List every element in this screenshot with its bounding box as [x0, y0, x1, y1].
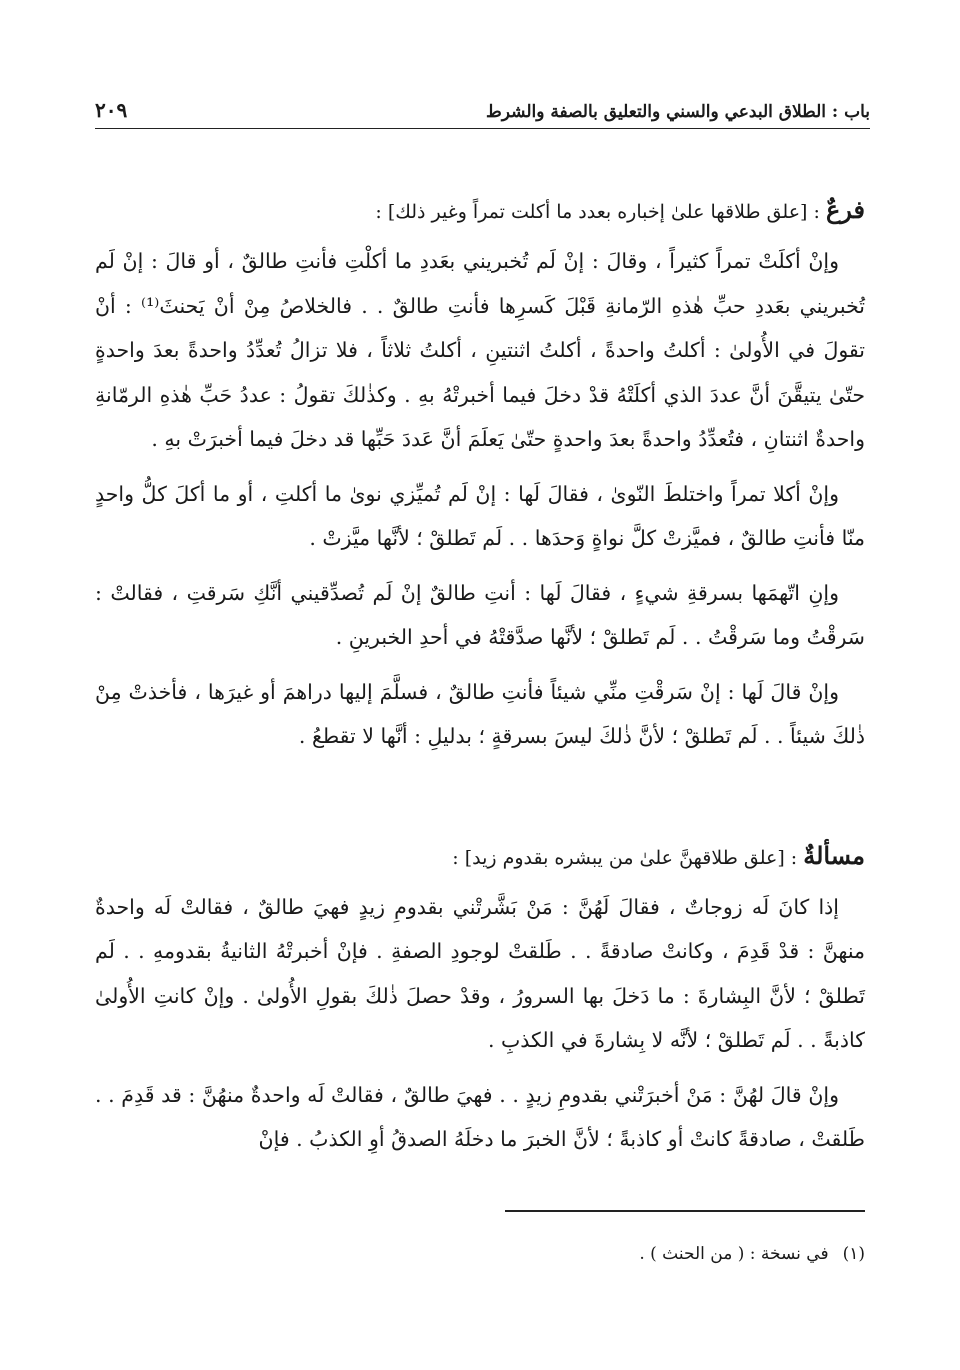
footnote-text: في نسخة : ( من الحنث ) .: [639, 1244, 829, 1264]
paragraph: وإنْ أكلا تمراً واختلطَ النّوىٰ ، فقالَ لَها : إنْ لَم تُميِّزي نوىٰ ما أكلتِ ، أو ما أكلَ كلُّ واحدٍ منّا فأنتِ طالقٌ ، فميَّزتْ كلَّ نواةٍ وَحدَها . . لَم تَطلقْ ؛ لأنَّها ميَّزتْ .: [95, 481, 865, 550]
section-heading: [95, 831, 865, 883]
heading-subtitle: : [علق طلاقهنَّ علىٰ من يبشره بقدوم زيد] :: [452, 846, 804, 869]
header-title: باب : الطلاق البدعي والسني والتعليق بالصفة والشرط: [486, 102, 870, 122]
section-heading: [95, 185, 865, 237]
footnote-number: (١): [842, 1244, 865, 1264]
main-text: [95, 185, 865, 1172]
paragraph: وإنْ قالَ لهُنَّ : مَنْ أخبرَتْني بقدومِ زيدٍ . . فهيَ طالقٌ ، فقالتْ لَه واحدةٌ منهُنَّ : قد قَدِمَ . . طَلقتْ ، صادقةً كانتْ أو كاذبةً ؛ لأنَّ الخبرَ ما دخلَهُ الصدقُ أوِ الكذبُ . فإنْ: [95, 1082, 865, 1151]
footnote: [95, 1240, 865, 1268]
page-number: ٢٠٩: [95, 98, 128, 122]
paragraph: وإنْ أكلَتْ تمراً كثيراً ، وقالَ : إنْ لَم تُخبريني بعَددِ ما أكلْتِ فأنتِ طالقٌ ، أو قالَ : إنْ لَم تُخبريني بعَددِ حبِّ هٰذهِ الرّمانةِ قَبْلَ كَسرِها فأنتِ طالقٌ . . فالخلاصُ مِنْ أنْ يَحنثَ⁽¹⁾ : أنْ تقولَ في الأُولىٰ : أكلتُ واحدةً ، أكلتُ اثنتينِ ، أكلتُ ثلاثاً ، فلا تزالُ تُعدِّدُ واحدةً بعدَ واحدةٍ حتّىٰ يتيقَّنَ أنَّ عددَ الذي أكلَتْهُ قدْ دخلَ فيما أخبرتْهُ بهِ . وكذٰلكَ تقولُ : عددُ حَبِّ هٰذهِ الرمّانةِ واحدةٌ اثنتانِ ، فتُعدِّدُ واحدةً بعدَ واحدةٍ حتّىٰ يَعلَمَ أنَّ عَددَ حَبِّها قد دخلَ فيما أخبرَتْ بهِ .: [95, 249, 866, 451]
heading-keyword: فرعٌ: [825, 195, 865, 224]
paragraph: وإنْ قالَ لَها : إنْ سَرقْتِ منِّي شيئاً فأنتِ طالقٌ ، فسلَّمَ إليها دراهمَ أو غيرَها ، فأخذتْ مِنْ ذٰلكَ شيئاً . . لَم تَطلقْ ؛ لأنَّ ذٰلكَ ليسَ بسرقةٍ ؛ بدليلِ : أنَّها لا تقطعُ .: [95, 679, 865, 748]
paragraph: وإنِ اتّهمَها بسرقةِ شيءٍ ، فقالَ لَها : أنتِ طالقٌ إنْ لَم تُصدِّقيني أنَّكِ سَرقتِ ، فقالتْ : سَرقْتُ وما سَرقْتُ . . لَم تَطلقْ ؛ لأنَّها صدَّقتْهُ في أحدِ الخبرينِ .: [95, 580, 865, 649]
footnote-divider: [505, 1210, 865, 1212]
heading-subtitle: : [علق طلاقها علىٰ إخباره بعدد ما أكلت تمراً وغير ذلك] :: [375, 201, 826, 223]
running-header: [95, 86, 870, 129]
section-spacer: [95, 769, 865, 831]
paragraph: إذا كانَ لَه زوجاتٌ ، فقالَ لَهُنَّ : مَنْ بَشَّرتْني بقدومِ زيدٍ فهيَ طالقٌ ، فقالتْ لَه واحدةٌ منهنَّ : قدْ قَدِمَ ، وكانتْ صادقةً . . طَلقتْ لوجودِ الصفةِ . فإنْ أخبرتْهُ الثانيةُ بقدومهِ . . لَم تَطلقْ ؛ لأنَّ البِشارةَ : ما دَخلَ بها السرورُ ، وقدْ حصلَ ذٰلكَ بقولِ الأُولىٰ . وإنْ كانتِ الأُولىٰ كاذبةً . . لَم تَطلقْ ؛ لأنَّه لا بِشارةَ في الكذبِ .: [95, 894, 865, 1052]
heading-keyword: مسألةٌ: [803, 840, 865, 870]
